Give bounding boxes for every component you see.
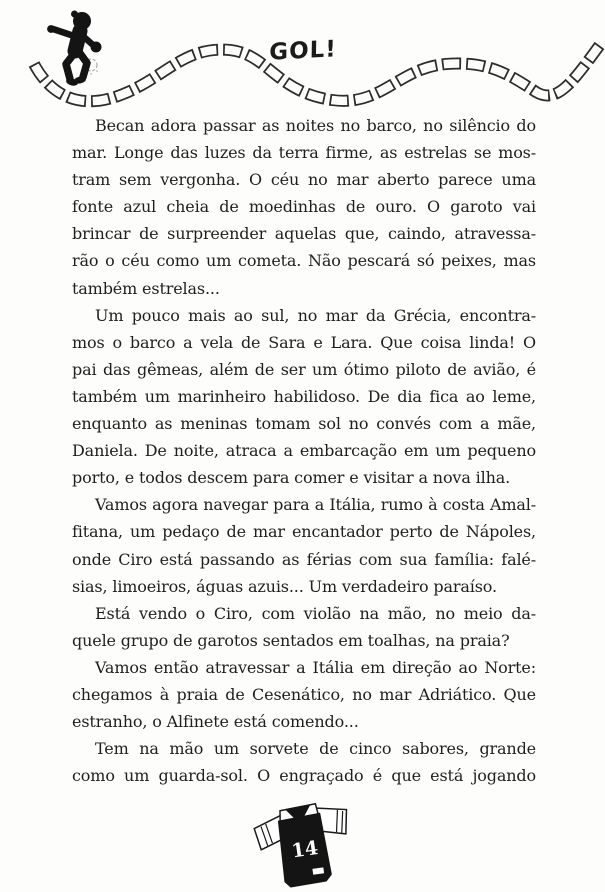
text-line: onde Ciro está passando as férias com sua família: falé- — [72, 549, 536, 569]
soccer-player-icon — [48, 11, 101, 86]
text-line: Becan adora passar as noites no barco, no silêncio do — [95, 116, 536, 135]
text-line: Um pouco mais ao sul, no mar da Grécia, encontra- — [95, 305, 536, 325]
text-line: Daniela. De noite, atraca a embarcação em um pequeno — [72, 441, 536, 461]
text-line: pai das gêmeas, além de ser um ótimo piloto de avião, é — [72, 359, 536, 379]
text-line: porto, e todos descem para comer e visitar a nova ilha. — [72, 468, 511, 488]
paragraph — [72, 302, 536, 492]
text-line: mos o barco a vela de Sara e Lara. Que coisa linda! O — [72, 332, 536, 352]
text-line: fonte azul cheia de moedinhas de ouro. O garoto vai — [72, 197, 536, 217]
text-line: Vamos então atravessar a Itália em direção ao Norte: — [95, 657, 536, 677]
text-line: tram sem vergonha. O céu no mar aberto parece uma — [72, 170, 536, 190]
jersey-icon — [246, 788, 358, 890]
paragraph — [72, 491, 536, 599]
text-line: também um marinheiro habilidoso. De dia fica ao leme, — [72, 386, 536, 406]
text-line: brincar de surpreender aquelas que, caindo, atravessa- — [72, 224, 536, 244]
paragraph — [72, 112, 536, 302]
page-number: 14 — [290, 836, 320, 863]
page-body — [72, 112, 536, 789]
text-line: enquanto as meninas tomam sol no convés com a mãe, — [72, 414, 536, 434]
text-line: Está vendo o Ciro, com violão na mão, no meio da- — [95, 603, 536, 623]
text-line: fitana, um pedaço de mar encantador perto de Nápoles, — [72, 522, 536, 542]
paragraph — [72, 600, 536, 654]
paragraph — [72, 654, 536, 735]
page-footer — [246, 788, 358, 890]
page-title: GOL! — [268, 36, 337, 66]
text-line: sias, limoeiros, águas azuis... Um verdadeiro paraíso. — [72, 576, 497, 596]
text-line: como um guarda-sol. O engraçado é que está jogando — [72, 766, 536, 786]
text-line: rão o céu como um cometa. Não pescará só peixes, mas — [72, 251, 536, 271]
text-line: chegamos à praia de Cesenático, no mar Adriático. Que — [72, 684, 536, 704]
text-line: também estrelas... — [72, 278, 220, 298]
text-line: Tem na mão um sorvete de cinco sabores, grande — [95, 739, 536, 759]
text-line: estranho, o Alfinete está comendo... — [72, 712, 359, 732]
text-line: mar. Longe das luzes da terra firme, as estrelas se mos- — [72, 143, 536, 163]
text-line: quele grupo de garotos sentados em toalhas, na praia? — [72, 630, 510, 650]
text-line: Vamos agora navegar para a Itália, rumo à costa Amal- — [95, 495, 536, 515]
paragraph — [72, 735, 536, 789]
